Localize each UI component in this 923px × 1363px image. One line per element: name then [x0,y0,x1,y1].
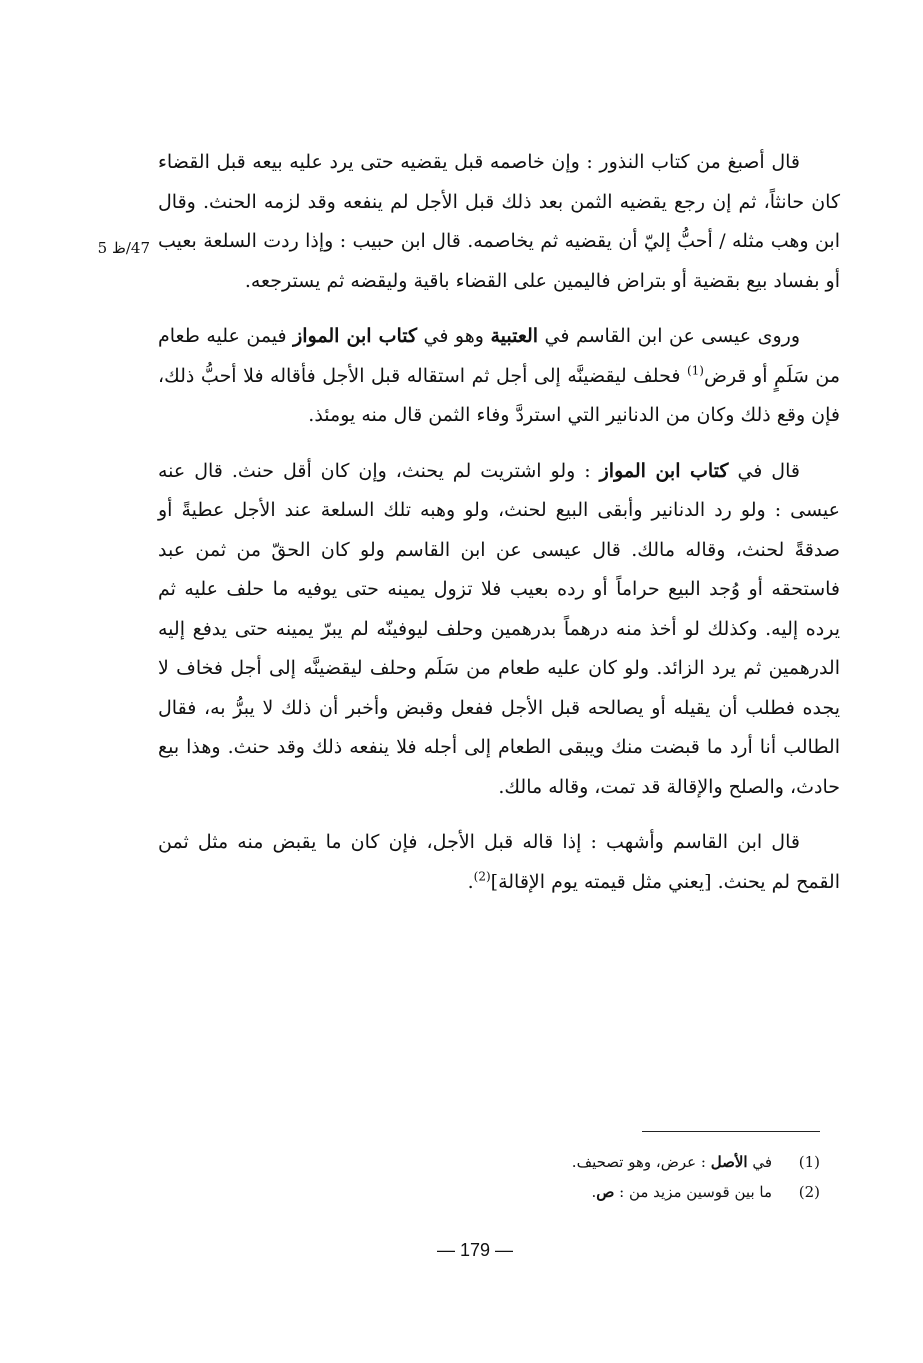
footnotes [460,1147,820,1207]
book-title: كتاب ابن المواز [599,459,729,482]
text-run: قال ابن القاسم وأشهب : إذا قاله قبل الأجل، فإن كان ما يقبض منه مثل ثمن القمح لم يحنث. [يعني مثل قيمته يوم الإقالة] [158,831,840,893]
text-run: في [747,1153,772,1171]
text-run: فيمن عليه طعام من سَلَمٍ أو قرض [158,325,840,387]
footnote-number: (1) [798,1153,820,1171]
book-title: ص [596,1183,615,1201]
main-text [158,143,840,918]
footnote-separator [642,1131,820,1132]
text-run: : عرض، وهو تصحيف. [571,1153,711,1171]
paragraph [158,823,840,902]
paragraph [158,143,840,301]
text-run: ما بين قوسين مزيد من : [614,1183,772,1201]
footnote [460,1147,820,1177]
book-title: الأصل [710,1153,748,1171]
footnote-reference: (2) [473,869,491,884]
footnote-number: (2) [798,1183,820,1201]
text-run: وروى عيسى عن ابن القاسم في [538,325,800,347]
footnote-reference: (1) [686,363,704,378]
footnote-text [572,1147,772,1177]
text-run: قال في [728,459,800,482]
text-run: فحلف ليقضينَّه إلى أجل ثم استقاله قبل الأجل فأقاله فلا أحبُّ ذلك، فإن وقع ذلك وكان من الدنانير التي استردَّ وفاء الثمن قال منه يومئذ. [158,364,840,426]
paragraph [158,317,840,436]
book-title: العتبية [490,325,539,347]
text-run: : ولو اشتريت لم يحنث، وإن كان أقل حنث. قال عنه عيسى : ولو رد الدنانير وأبقى البيع لحنث، ولو وهبه تلك السلعة عند الأجل عطيةً أو صدقةً لحنث، وقاله مالك. قال عيسى عن ابن القاسم ولو كان الحقّ من ثمن عبد فاستحقه أو وُجد البيع حراماً أو رده بعيب فلا تزول يمينه حتى يوفيه ما حلف عليه ثم يرده إليه. وكذلك لو أخذ منه درهماً بدرهمين وحلف ليوفينّه لم يبرّ يمينه حتى يدفع إليه الدرهمين ثم يرد الزائد. ولو كان عليه طعام من سَلَم وحلف ليقضينَّه إلى أجل فخاف لا يجده فطلب أن يقيله أو يصالحه قبل الأجل ففعل وقبض وأخبر أن ذلك لا يبرُّ به، فقال الطالب أنا أرد ما قبضت منك ويبقى الطعام إلى أجله فلا ينفعه ذلك وقد حنث. وهذا بيع حادث، والصلح والإقالة قد تمت، وقاله مالك. [158,459,840,798]
text-run: . [591,1183,597,1201]
manuscript-folio-reference: 47/ظ 5 [97,239,150,257]
book-title: كتاب ابن المواز [293,325,418,347]
footnote [460,1177,820,1207]
footnote-text [591,1177,772,1207]
paragraph [158,452,840,808]
text-run: . [467,870,474,893]
page-number: — 179 — [436,1240,514,1260]
text-run: وهو في [417,325,491,347]
text-run: قال أصبغ من كتاب النذور : وإن خاصمه قبل يقضيه حتى يرد عليه بيعه قبل القضاء كان حانثاً، ثم إن رجع يقضيه الثمن بعد ذلك قبل الأجل لم ينفعه وقد لزمه الحنث. وقال ابن وهب مثله / أحبُّ إليّ أن يقضيه ثم يخاصمه. قال ابن حبيب : وإذا ردت السلعة بعيب أو بفساد بيع بقضية أو بتراض فاليمين على القضاء باقية وليقضه ثم يسترجعه. [158,151,840,292]
